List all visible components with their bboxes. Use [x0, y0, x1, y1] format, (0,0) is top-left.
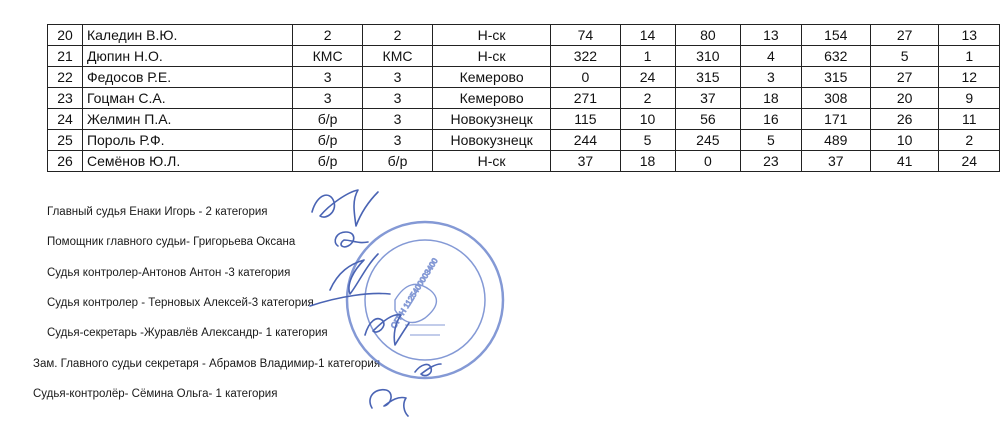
city-cell: Н-ск [432, 25, 550, 46]
rank-cell: 2 [293, 25, 363, 46]
value-cell: 37 [801, 151, 870, 172]
value-cell: 3 [741, 67, 801, 88]
athlete-name-cell: Федосов Р.Е. [82, 67, 292, 88]
value-cell: 308 [801, 88, 870, 109]
row-number-cell: 22 [48, 67, 83, 88]
rank-cell: 3 [363, 88, 433, 109]
value-cell: 0 [675, 151, 741, 172]
value-cell: 10 [870, 130, 939, 151]
athlete-name-cell: Гоцман С.А. [82, 88, 292, 109]
rank-cell: 3 [363, 67, 433, 88]
row-number-cell: 26 [48, 151, 83, 172]
city-cell: Н-ск [432, 151, 550, 172]
judge-line-controller-3: Судья-контролёр- Сёмина Ольга- 1 категория [33, 388, 278, 400]
rank-cell: 3 [363, 130, 433, 151]
judge-line-secretary: Судья-секретарь -Журавлёв Александр- 1 категория [47, 327, 328, 339]
value-cell: 1 [939, 46, 1000, 67]
value-cell: 5 [870, 46, 939, 67]
value-cell: 271 [551, 88, 620, 109]
value-cell: 9 [939, 88, 1000, 109]
rank-cell: 3 [293, 67, 363, 88]
value-cell: 27 [870, 67, 939, 88]
value-cell: 11 [939, 109, 1000, 130]
value-cell: 315 [801, 67, 870, 88]
value-cell: 5 [741, 130, 801, 151]
value-cell: 41 [870, 151, 939, 172]
rank-cell: КМС [293, 46, 363, 67]
value-cell: 18 [620, 151, 675, 172]
value-cell: 74 [551, 25, 620, 46]
city-cell: Кемерово [432, 88, 550, 109]
athlete-name-cell: Пороль Р.Ф. [82, 130, 292, 151]
value-cell: 2 [620, 88, 675, 109]
judge-line-deputy-secretary: Зам. Главного судьи секретаря - Абрамов Владимир-1 категория [33, 358, 381, 370]
rank-cell: КМС [363, 46, 433, 67]
judge-line-assistant: Помощник главного судьи- Григорьева Оксана [47, 236, 296, 248]
athlete-name-cell: Дюпин Н.О. [82, 46, 292, 67]
value-cell: 26 [870, 109, 939, 130]
value-cell: 18 [741, 88, 801, 109]
row-number-cell: 20 [48, 25, 83, 46]
value-cell: 0 [551, 67, 620, 88]
value-cell: 310 [675, 46, 741, 67]
value-cell: 489 [801, 130, 870, 151]
row-number-cell: 25 [48, 130, 83, 151]
value-cell: 10 [620, 109, 675, 130]
athlete-name-cell: Желмин П.А. [82, 109, 292, 130]
value-cell: 12 [939, 67, 1000, 88]
row-number-cell: 23 [48, 88, 83, 109]
value-cell: 245 [675, 130, 741, 151]
value-cell: 154 [801, 25, 870, 46]
value-cell: 56 [675, 109, 741, 130]
value-cell: 171 [801, 109, 870, 130]
rank-cell: 3 [363, 109, 433, 130]
judge-line-controller-1: Судья контролер-Антонов Антон -3 категория [47, 267, 291, 279]
value-cell: 5 [620, 130, 675, 151]
judge-line-controller-2: Судья контролер - Терновых Алексей-3 категория [47, 297, 314, 309]
value-cell: 80 [675, 25, 741, 46]
value-cell: 27 [870, 25, 939, 46]
row-number-cell: 24 [48, 109, 83, 130]
value-cell: 244 [551, 130, 620, 151]
value-cell: 315 [675, 67, 741, 88]
stamp-text: ОГРН 1125400003400 [389, 256, 440, 331]
value-cell: 20 [870, 88, 939, 109]
value-cell: 4 [741, 46, 801, 67]
city-cell: Н-ск [432, 46, 550, 67]
value-cell: 13 [939, 25, 1000, 46]
value-cell: 37 [675, 88, 741, 109]
value-cell: 24 [620, 67, 675, 88]
value-cell: 13 [741, 25, 801, 46]
rank-cell: б/р [293, 130, 363, 151]
value-cell: 322 [551, 46, 620, 67]
city-cell: Кемерово [432, 67, 550, 88]
athlete-name-cell: Семёнов Ю.Л. [82, 151, 292, 172]
judge-line-chief: Главный судья Енаки Игорь - 2 категория [47, 206, 268, 218]
row-number-cell: 21 [48, 46, 83, 67]
value-cell: 37 [551, 151, 620, 172]
value-cell: 632 [801, 46, 870, 67]
city-cell: Новокузнецк [432, 130, 550, 151]
value-cell: 14 [620, 25, 675, 46]
value-cell: 115 [551, 109, 620, 130]
value-cell: 2 [939, 130, 1000, 151]
athlete-name-cell: Каледин В.Ю. [82, 25, 292, 46]
value-cell: 16 [741, 109, 801, 130]
city-cell: Новокузнецк [432, 109, 550, 130]
value-cell: 24 [939, 151, 1000, 172]
rank-cell: б/р [293, 151, 363, 172]
rank-cell: б/р [363, 151, 433, 172]
rank-cell: 2 [363, 25, 433, 46]
rank-cell: б/р [293, 109, 363, 130]
value-cell: 1 [620, 46, 675, 67]
value-cell: 23 [741, 151, 801, 172]
rank-cell: 3 [293, 88, 363, 109]
